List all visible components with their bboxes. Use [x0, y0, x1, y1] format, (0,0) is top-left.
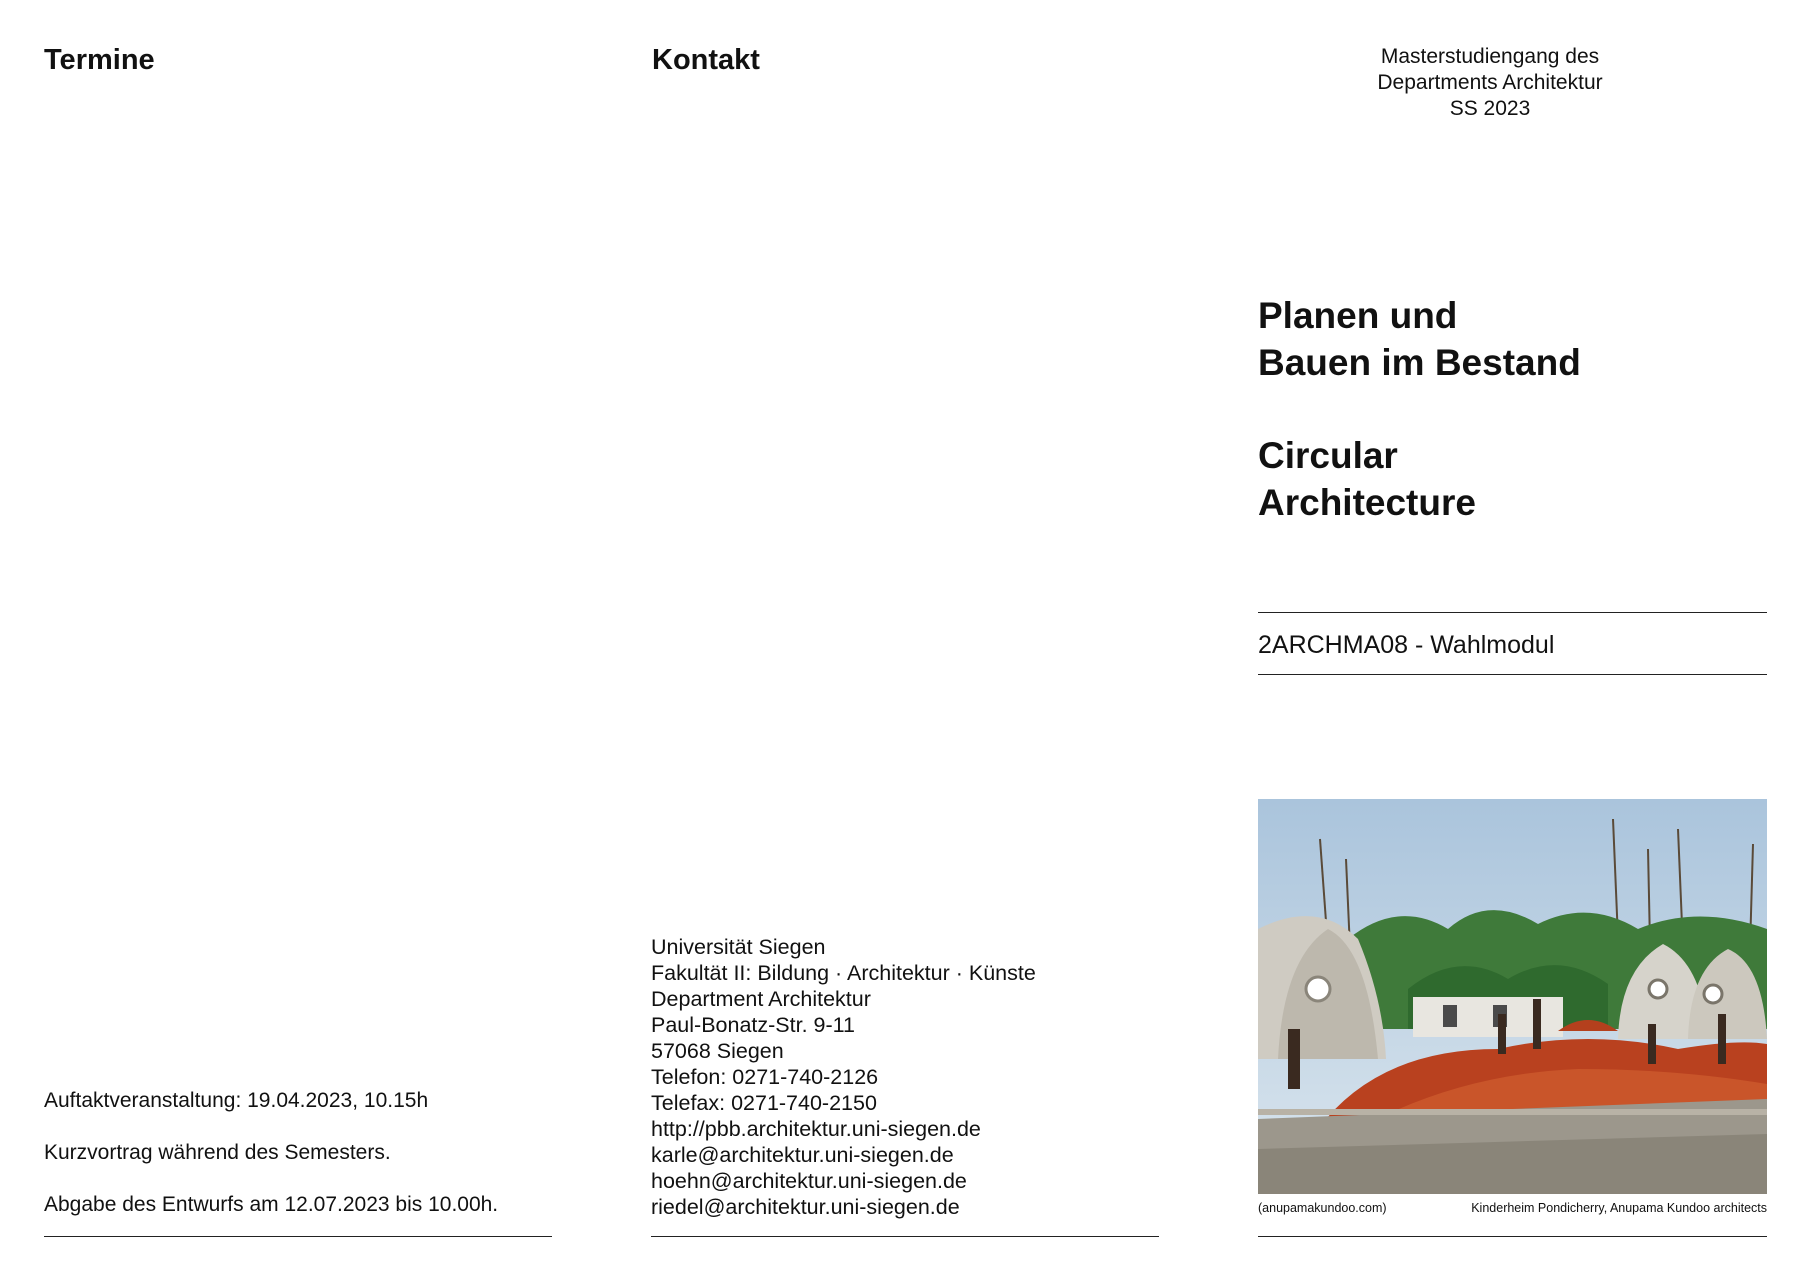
program-info [1300, 44, 1680, 122]
module-label: 2ARCHMA08 - Wahlmodul [1258, 631, 1555, 659]
contact-line: Telefon: 0271-740-2126 [651, 1065, 879, 1089]
divider [1258, 612, 1767, 613]
kontakt-heading: Kontakt [652, 44, 760, 76]
contact-email[interactable]: riedel@architektur.uni-siegen.de [651, 1195, 960, 1219]
title-spacer [1258, 386, 1581, 432]
termine-heading: Termine [44, 44, 155, 76]
contact-line: 57068 Siegen [651, 1039, 784, 1063]
termine-item: Kurzvortrag während des Semesters. [44, 1141, 391, 1164]
contact-line: Universität Siegen [651, 935, 826, 959]
contact-line: Fakultät II: Bildung · Architektur · Künste [651, 961, 1036, 985]
contact-line: Telefax: 0271-740-2150 [651, 1091, 877, 1115]
divider [1258, 1236, 1767, 1237]
divider [1258, 674, 1767, 675]
contact-link[interactable]: http://pbb.architektur.uni-siegen.de [651, 1117, 981, 1141]
contact-line: Department Architektur [651, 987, 871, 1011]
divider [44, 1236, 552, 1237]
photo-source: (anupamakundoo.com) [1258, 1201, 1387, 1215]
subtitle-line: Circular [1258, 435, 1398, 476]
contact-line: Paul-Bonatz-Str. 9-11 [651, 1013, 855, 1037]
divider [651, 1236, 1159, 1237]
termine-item: Auftaktveranstaltung: 19.04.2023, 10.15h [44, 1089, 429, 1112]
program-line: SS 2023 [1449, 97, 1531, 120]
termine-list [44, 1088, 498, 1218]
program-line: Departments Architektur [1377, 71, 1603, 94]
contact-email[interactable]: hoehn@architektur.uni-siegen.de [651, 1169, 967, 1193]
subtitle-line: Architecture [1258, 482, 1476, 523]
title-line: Bauen im Bestand [1258, 342, 1581, 383]
photo-caption: Kinderheim Pondicherry, Anupama Kundoo architects [1471, 1201, 1767, 1215]
program-line: Masterstudiengang des [1380, 45, 1600, 68]
course-title [1258, 292, 1581, 526]
contact-block [651, 934, 1036, 1220]
project-photo [1258, 799, 1767, 1194]
title-line: Planen und [1258, 295, 1458, 336]
contact-email[interactable]: karle@architektur.uni-siegen.de [651, 1143, 954, 1167]
termine-item: Abgabe des Entwurfs am 12.07.2023 bis 10.00h. [44, 1193, 499, 1216]
